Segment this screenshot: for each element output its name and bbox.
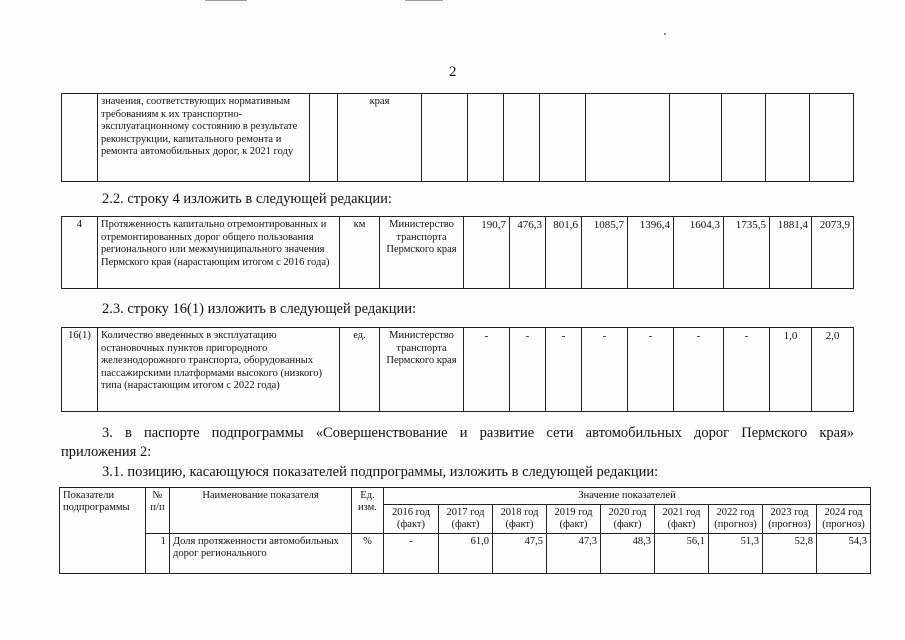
value-cell xyxy=(670,94,722,182)
year-header: 2021 год (факт) xyxy=(655,505,709,534)
value-cell: 1,0 xyxy=(770,328,812,412)
year-header: 2020 год (факт) xyxy=(601,505,655,534)
value-cell: 48,3 xyxy=(601,534,655,574)
col-num-header: № п/п xyxy=(146,488,170,534)
value-cell: - xyxy=(674,328,724,412)
value-cell xyxy=(468,94,504,182)
indicator-name: Количество введенных в эксплуатацию остановочных пунктов пригородного железнодорожного транспорта, оборудованных пассажирскими платформами высокого (низкого) типа (нарастающим итогом с 2022 года) xyxy=(98,328,340,412)
cell-unit xyxy=(310,94,338,182)
values-header: Значение показателей xyxy=(384,488,871,505)
value-cell: - xyxy=(724,328,770,412)
value-cell: - xyxy=(510,328,546,412)
value-cell: 61,0 xyxy=(439,534,493,574)
value-cell: 51,3 xyxy=(709,534,763,574)
value-cell: 52,8 xyxy=(763,534,817,574)
scan-edge-line xyxy=(205,0,247,1)
value-cell: 2073,9 xyxy=(812,217,854,289)
responsible: Министерство транспорта Пермского края xyxy=(380,217,464,289)
scan-dot xyxy=(664,33,666,35)
year-header: 2024 год (прогноз) xyxy=(817,505,871,534)
value-cell xyxy=(810,94,854,182)
page-number: 2 xyxy=(449,64,457,80)
paragraph-3-cont: приложения 2: xyxy=(61,444,152,460)
value-cell xyxy=(422,94,468,182)
value-cell: 56,1 xyxy=(655,534,709,574)
responsible: края xyxy=(338,94,422,182)
indicator-name: Доля протяженности автомобильных дорог регионального xyxy=(170,534,352,574)
row-16-1-table xyxy=(61,327,854,412)
continued-table xyxy=(61,93,854,182)
value-cell: - xyxy=(582,328,628,412)
value-cell xyxy=(540,94,586,182)
scan-edge-line xyxy=(405,0,443,1)
indicators-table xyxy=(59,487,871,574)
unit: % xyxy=(352,534,384,574)
paragraph-3: 3. в паспорте подпрограммы «Совершенствование и развитие сети автомобильных дорог Пермского края» xyxy=(102,425,854,441)
heading-3-1: 3.1. позицию, касающуюся показателей подпрограммы, изложить в следующей редакции: xyxy=(102,464,659,480)
year-header: 2023 год (прогноз) xyxy=(763,505,817,534)
year-header: 2016 год (факт) xyxy=(384,505,439,534)
value-cell xyxy=(722,94,766,182)
value-cell: 476,3 xyxy=(510,217,546,289)
value-cell: 47,3 xyxy=(547,534,601,574)
unit: ед. xyxy=(340,328,380,412)
year-header: 2017 год (факт) xyxy=(439,505,493,534)
heading-2-2: 2.2. строку 4 изложить в следующей редакции: xyxy=(102,191,392,207)
year-header: 2022 год (прогноз) xyxy=(709,505,763,534)
value-cell: 190,7 xyxy=(464,217,510,289)
value-cell: - xyxy=(628,328,674,412)
value-cell: - xyxy=(384,534,439,574)
value-cell: 1085,7 xyxy=(582,217,628,289)
row-4-table xyxy=(61,216,854,289)
table-row xyxy=(60,534,871,574)
value-cell: 1881,4 xyxy=(770,217,812,289)
indicator-name: Протяженность капитально отремонтированных и отремонтированных дорог общего пользования регионального или межмуниципального значения Пермского края (нарастающим итогом с 2016 года) xyxy=(98,217,340,289)
value-cell: 1735,5 xyxy=(724,217,770,289)
value-cell: 1604,3 xyxy=(674,217,724,289)
value-cell: - xyxy=(464,328,510,412)
year-header: 2019 год (факт) xyxy=(547,505,601,534)
col-name-header: Наименование показателя xyxy=(170,488,352,534)
value-cell: 801,6 xyxy=(546,217,582,289)
col-unit-header: Ед. изм. xyxy=(352,488,384,534)
row-number: 16(1) xyxy=(62,328,98,412)
value-cell: - xyxy=(546,328,582,412)
row-number: 4 xyxy=(62,217,98,289)
indicator-name: значения, соответствующих нормативным требованиям к их транспортно-эксплуатационному состоянию в результате реконструкции, капитального ремонта и ремонта автомобильных дорог, к 2021 году xyxy=(98,94,310,182)
value-cell xyxy=(586,94,670,182)
value-cell: 54,3 xyxy=(817,534,871,574)
row-header: Показатели подпрограммы xyxy=(60,488,146,574)
row-number: 1 xyxy=(146,534,170,574)
cell-num xyxy=(62,94,98,182)
unit: км xyxy=(340,217,380,289)
value-cell xyxy=(504,94,540,182)
heading-2-3: 2.3. строку 16(1) изложить в следующей редакции: xyxy=(102,301,417,317)
value-cell: 47,5 xyxy=(493,534,547,574)
value-cell: 2,0 xyxy=(812,328,854,412)
value-cell: 1396,4 xyxy=(628,217,674,289)
value-cell xyxy=(766,94,810,182)
year-header: 2018 год (факт) xyxy=(493,505,547,534)
responsible: Министерство транспорта Пермского края xyxy=(380,328,464,412)
